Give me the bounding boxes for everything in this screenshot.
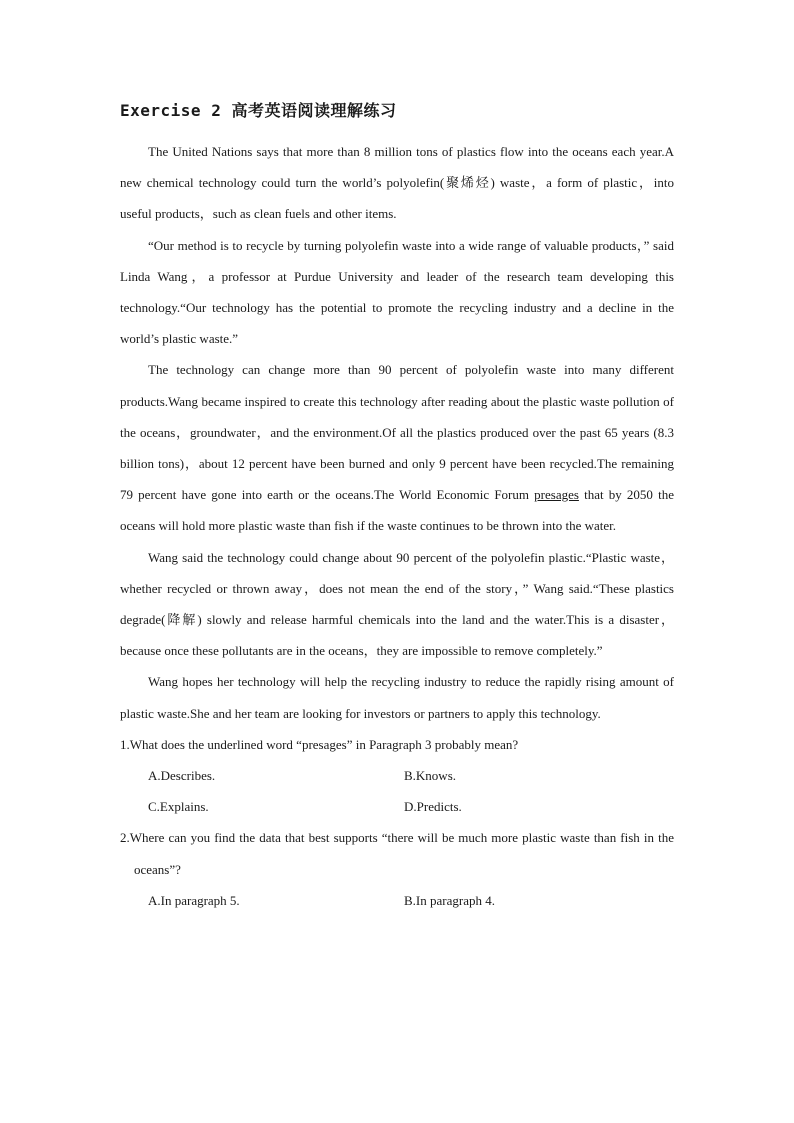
passage-paragraph-4: Wang said the technology could change about 90 percent of the polyolefin plastic.“Plastic waste，whether recycled or thrown away，does not mean the end of the story，” Wang said.“These plastics degrade(降解) slowly and release harmful chemicals into the land and the water.This is a disaster，because once these pollutants are in the oceans，they are impossible to remove completely.”	[120, 549, 674, 659]
passage-paragraph-2: “Our method is to recycle by turning polyolefin waste into a wide range of valuable products，” said Linda Wang，a professor at Purdue University and leader of the research team developing this technology.“Our technology has the potential to promote the recycling industry and a decline in the world’s plastic waste.”	[120, 237, 674, 347]
passage-paragraph-1: The United Nations says that more than 8 million tons of plastics flow into the oceans each year.A new chemical technology could turn the world’s polyolefin(聚烯烃) waste，a form of plastic，into useful products，such as clean fuels and other items.	[120, 144, 674, 222]
question-1	[120, 729, 674, 823]
question-1-option-b: B.Knows.	[404, 768, 457, 784]
question-1-options	[120, 760, 674, 822]
reading-passage	[120, 136, 674, 729]
question-1-stem: 1.What does the underlined word “presages” in Paragraph 3 probably mean?	[120, 736, 519, 752]
passage-paragraph-5: Wang hopes her technology will help the recycling industry to reduce the rapidly rising amount of plastic waste.She and her team are looking for investors or partners to apply this technology.	[120, 674, 674, 721]
question-1-option-a: A.Describes.	[148, 768, 216, 784]
question-1-option-d: D.Predicts.	[404, 799, 462, 815]
question-2-option-b: B.In paragraph 4.	[404, 892, 495, 908]
question-2-stem: 2.Where can you find the data that best supports “there will be much more plastic waste than fish in the oceans”?	[120, 830, 674, 877]
question-2	[120, 822, 674, 916]
document-page	[120, 100, 674, 916]
paragraph-3-text-before: The technology can change more than 90 percent of polyolefin waste into many different products.Wang became inspired to create this technology after reading about the plastic waste pollution of the oceans，groundwater，and the environment.Of all the plastics produced over the past 65 years (8.3 billion tons)，about 12 percent have been burned and only 9 percent have been recycled.The remaining 79 percent have gone into earth or the oceans.The World Economic Forum	[120, 362, 674, 503]
question-2-options	[120, 885, 674, 916]
underlined-word-presages: presages	[534, 487, 579, 503]
question-1-option-c: C.Explains.	[148, 799, 209, 815]
paragraph-3-text-after: that by 2050 the oceans will hold more plastic waste than fish if the waste continues to be thrown into the water.	[120, 487, 674, 534]
exercise-title: Exercise 2 高考英语阅读理解练习	[120, 101, 397, 120]
question-2-option-a: A.In paragraph 5.	[148, 892, 240, 908]
passage-paragraph-3	[120, 354, 674, 541]
